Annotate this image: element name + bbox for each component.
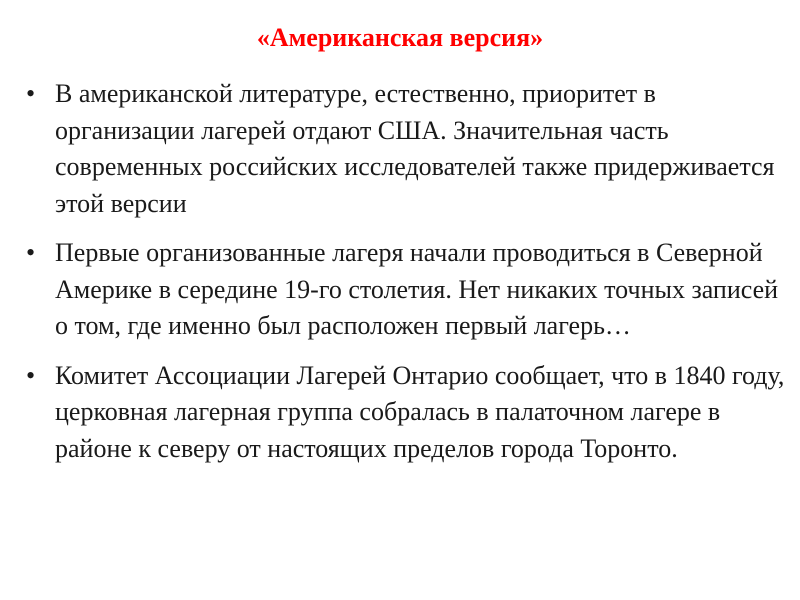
bullet-text: Комитет Ассоциации Лагерей Онтарио сообщает, что в 1840 году, церковная лагерная группа собралась в палаточном лагере в районе к северу от настоящих пределов города Торонто. [55, 360, 785, 463]
bullet-text: Первые организованные лагеря начали проводиться в Северной Америке в середине 19-го столетия. Нет никаких точных записей о том, где именно был расположен первый лагерь… [55, 238, 779, 340]
slide-title: «Американская версия» [256, 23, 544, 52]
bullet-text: В американской литературе, естественно, приоритет в организации лагерей отдают США. Значительная часть современных российских исследователей также придерживается этой версии [55, 79, 775, 218]
bullet-item-1 [20, 76, 790, 222]
bullet-icon: • [26, 238, 36, 267]
bullet-list [20, 76, 790, 480]
bullet-item-3 [20, 358, 790, 468]
bullet-icon: • [26, 360, 36, 390]
bullet-icon: • [26, 79, 36, 108]
bullet-item-2 [20, 235, 790, 345]
